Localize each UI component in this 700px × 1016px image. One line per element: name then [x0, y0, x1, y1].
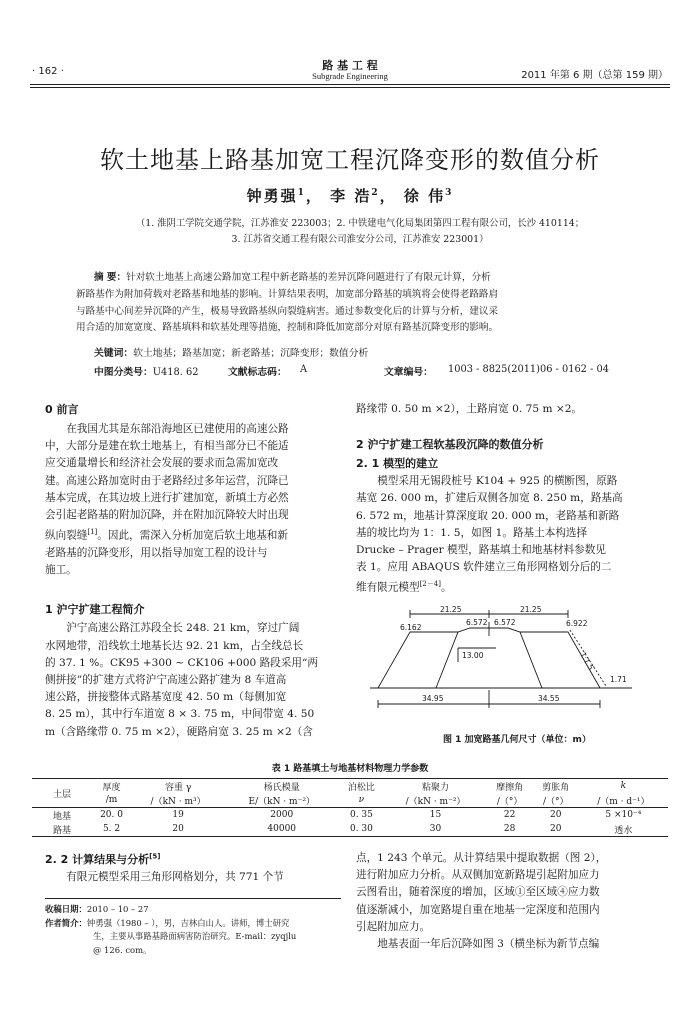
table-unit: /（m · d⁻¹）	[597, 796, 650, 807]
table-cell: 40000	[267, 824, 297, 834]
footnote	[45, 903, 341, 957]
section-2-2-left	[45, 851, 341, 886]
table-unit: E/（kN · m⁻²）	[248, 796, 315, 807]
body-line: 施工。	[45, 564, 77, 577]
table-cell: 透水	[614, 825, 633, 836]
body-line: 进行附加应力分析。从双侧加宽新路堤引起附加应力	[356, 869, 600, 882]
left-column	[45, 401, 341, 741]
body-line: Drucke – Prager 模型，路基填土和地基材料参数见	[356, 544, 606, 557]
header-rule	[30, 84, 670, 85]
section-2-1-title: 2. 1 模型的建立	[356, 457, 439, 471]
table-header: 容重 γ	[164, 782, 192, 793]
table-cell: 0. 35	[349, 810, 373, 820]
body-line: 基本完成，在其边坡上进行扩建加宽，新填土方必然	[45, 491, 289, 504]
table-cell: 20	[172, 824, 184, 834]
body-line: 基宽 26. 000 m，扩建后双侧各加宽 8. 250 m，路基高	[356, 492, 623, 505]
body-line: m（含路缘带 0. 75 m ×2），硬路肩宽 3. 25 m ×2（含	[45, 725, 313, 738]
classification	[94, 364, 624, 378]
body-line: 水网地带，沿线软土地基长达 92. 21 km，占全线总长	[45, 639, 304, 652]
dim-label-center: 13.00	[462, 651, 484, 660]
table-header: 厚度	[102, 782, 121, 793]
table-cell: 5. 2	[102, 824, 121, 834]
body-line: 在我国尤其是东部沿海地区已建使用的高速公路	[66, 423, 289, 435]
body-line: 模型采用无锡段桩号 K104 + 925 的横断图，原路	[377, 475, 618, 488]
journal-name-en: Subgrade Engineering	[312, 71, 388, 81]
affiliation-line-2: 3. 江苏省交通工程有限公司淮安分公司，江苏淮安 223001）	[231, 234, 489, 245]
table-cell: 28	[503, 824, 516, 834]
abstract-label: 摘 要：	[94, 272, 127, 283]
table-cell: 地基	[52, 811, 71, 822]
table-header: 杨氏模量	[263, 782, 300, 793]
right-column	[356, 401, 654, 597]
header-rule-thin	[30, 87, 670, 88]
table-cell: 20	[549, 824, 562, 834]
body-line: 基的坡比均为 1：1. 5，如图 1。路基土本构选择	[356, 526, 588, 539]
body-line: 速公路，拼接整体式路基宽度 42. 50 m（每侧加宽	[45, 691, 287, 704]
body-line: 维有限元模型[2－4]。	[356, 580, 452, 594]
dim-label-base-left: 34.95	[422, 694, 444, 703]
table-cell: 22	[503, 810, 516, 820]
body-line: 建。高速公路加宽时由于老路经过多年运营，沉降已	[45, 474, 289, 487]
table-1-caption: 表 1 路基填土与地基材料物理力学参数	[271, 764, 429, 774]
footnote-rule	[45, 898, 341, 899]
author-1: 钟勇强$^1$	[246, 187, 306, 205]
clc-label: 中图分类号：	[94, 367, 153, 378]
affiliation-line-1: （1. 淮阴工学院交通学院，江苏淮安 223003；2. 中铁建电气化局集团第四工程有限公司，长沙 410114；	[135, 218, 585, 229]
body-line: 值逐渐减小，加宽路堤自重在地基一定深度和范围内	[356, 903, 600, 916]
body-line: 8. 25 m），其中行车道宽 8 × 3. 75 m，中间带宽 4. 50	[45, 708, 315, 721]
citation: [5]	[149, 852, 161, 861]
table-unit: /（kN · m³）	[150, 796, 206, 807]
abstract	[76, 270, 624, 337]
dim-label-w-left: 21.25	[440, 606, 462, 614]
body-line: 云图看出，随着深度的增加，区域①至区域④应力数	[356, 886, 600, 899]
keywords-label: 关键词：	[94, 348, 134, 359]
abstract-line: 新路基作为附加荷载对老路基和地基的影响。计算结果表明，加宽部分路基的填筑将会使得老路路肩	[76, 288, 499, 300]
dim-label-w-right: 21.25	[520, 606, 542, 614]
author-3: 徐 伟$^3$	[403, 187, 454, 205]
table-unit: /（°）	[496, 796, 523, 807]
keywords-text: 软土地基；路基加宽；新老路基；沉降变形；数值分析	[133, 348, 369, 359]
table-cell: 2000	[270, 810, 294, 820]
issue-info: 2011 年第 6 期（总第 159 期）	[521, 70, 668, 81]
citation: [1]	[87, 528, 98, 537]
doc-code-value: A	[300, 364, 308, 375]
body-line: 中，大部分是建在软土地基上，有相当部分已不能适	[45, 440, 289, 453]
table-header: 粘聚力	[422, 782, 450, 793]
body-line: 的 37. 1 %。CK95 +300 ~ CK106 +000 路段采用“两	[45, 656, 318, 669]
table-cell: 5 ×10⁻⁴	[605, 810, 642, 820]
old-slope-right	[520, 632, 542, 688]
table-unit: /（°）	[542, 796, 569, 807]
journal-name-cn: 路 基 工 程	[322, 59, 378, 72]
author-bio-line: @ 126. com。	[93, 944, 152, 955]
doc-code-label: 文献标志码：	[228, 367, 287, 378]
figure-1-caption: 图 1 加宽路基几何尺寸（单位：m）	[443, 735, 591, 745]
table-unit: ν	[358, 795, 365, 805]
keywords	[94, 345, 368, 359]
body-line: 应交通量增长和经济社会发展的要求而急需加宽改	[45, 457, 279, 470]
embankment-outline	[378, 628, 600, 688]
table-unit: /（kN · m⁻²）	[405, 796, 466, 807]
clc-value: U418. 62	[152, 367, 199, 378]
table-cell: 15	[429, 810, 442, 820]
dim-label-h-right: 6.922	[566, 619, 588, 628]
figure-1-diagram	[370, 606, 660, 718]
table-header: 摩擦角	[496, 782, 524, 793]
dim-label-slope-right: 1.71	[610, 675, 627, 684]
table-row	[32, 808, 668, 823]
body-line: 沪宁高速公路江苏段全长 248. 21 km，穿过广阔	[66, 622, 300, 635]
body-line: 点，1 243 个单元。从计算结果中提取数据（图 2），	[356, 852, 607, 864]
abstract-line: 针对软土地基上高速公路加宽工程中新老路基的差异沉降问题进行了有限元计算，分析	[126, 272, 491, 283]
old-slope-left	[436, 632, 458, 688]
table-cell: 路基	[52, 825, 71, 836]
dim-label-h-mid-left: 6.572	[466, 618, 488, 627]
table-row	[32, 822, 668, 837]
table-cell: 20	[549, 810, 562, 820]
author-list: 钟勇强$^1$， 李 浩$^2$， 徐 伟$^3$	[246, 187, 454, 205]
abstract-line: 与路基中心间差异沉降的产生，极易导致路基纵向裂缝病害。通过参数变化后的计算与分析，建议采	[76, 305, 499, 317]
table-header: 泊松比	[347, 782, 375, 793]
dim-label-h-mid-right: 6.572	[494, 618, 516, 627]
table-1	[32, 778, 668, 837]
body-line: 纵向裂缝[1]。因此，需深入分析加宽后软土地基和新	[45, 528, 288, 542]
table-cell: 0. 30	[349, 824, 373, 834]
author-bio: 作者简介：钟勇强（1980 – ），男，吉林白山人。讲师，博士研究	[45, 917, 290, 928]
table-cell: 20. 0	[100, 810, 123, 820]
section-1-title: 1 沪宁扩建工程简介	[45, 603, 145, 617]
article-no-label: 文章编号：	[384, 367, 433, 378]
table-corner: 土层	[32, 779, 92, 808]
body-line: 有限元模型采用三角形网格划分，共 771 个节	[66, 871, 284, 883]
dim-label-slope: 1:1.5	[578, 650, 596, 672]
body-line: 会引起老路基的附加沉降，并在附加沉降较大时出现	[45, 509, 289, 522]
abstract-line: 用合适的加宽宽度、路基填料和软基处理等措施，控制和降低加宽部分对原有路基沉降变形的影响。	[76, 322, 499, 334]
section-0-title: 0 前言	[45, 403, 79, 416]
article-no-value: 1003 - 8825(2011)06 - 0162 - 04	[448, 364, 609, 375]
table-header: 剪胀角	[542, 782, 570, 793]
body-line: 6. 572 m，地基计算深度取 20. 000 m，老路基和新路	[356, 509, 620, 522]
body-line: 表 1。应用 ABAQUS 软件建立三角形网格划分后的二	[356, 561, 612, 574]
table-header-row	[32, 779, 668, 794]
table-header: k	[620, 781, 627, 791]
body-line: 老路基的沉降变形，用以指导加宽工程的设计与	[45, 546, 268, 559]
body-line: 地基表面一年后沉降如图 3（横坐标为新节点编	[377, 938, 600, 951]
received-date: 收稿日期：2010 – 10 – 27	[45, 904, 149, 914]
citation: [2－4]	[419, 580, 441, 589]
table-unit: /m	[105, 795, 118, 805]
body-line: 引起附加应力。	[356, 920, 431, 933]
section-2-2-right	[356, 850, 654, 953]
table-cell: 30	[429, 824, 442, 834]
page-number: · 162 ·	[32, 66, 64, 77]
section-2-title: 2 沪宁扩建工程软基段沉降的数值分析	[356, 438, 544, 452]
table-unit-row	[32, 793, 668, 808]
table-cell: 19	[172, 810, 184, 820]
body-line: 路缘带 0. 50 m ×2），土路肩宽 0. 75 m ×2。	[356, 403, 583, 415]
dim-label-base-right: 34.55	[538, 694, 560, 703]
author-bio-line: 生，主要从事路基路面病害防治研究。E-mail：zyqjlu	[93, 931, 297, 941]
body-line: 侧拼接”的扩建方式将沪宁高速公路扩建为 8 车道高	[45, 673, 287, 686]
section-2-2-title: 2. 2 计算结果与分析[5]	[45, 852, 161, 866]
author-2: 李 浩$^2$	[330, 187, 380, 205]
paper-title: 软土地基上路基加宽工程沉降变形的数值分析	[100, 146, 600, 174]
dim-label-h-left: 6.162	[400, 623, 422, 632]
